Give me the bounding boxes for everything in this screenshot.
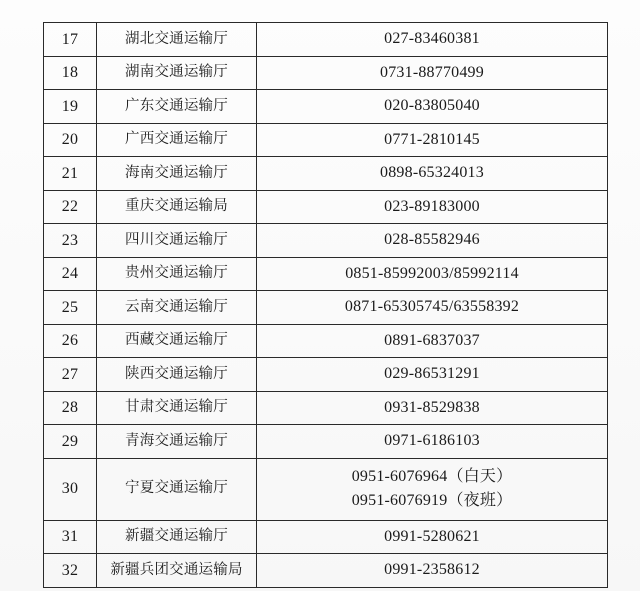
row-number: 19 [44,90,97,124]
table-row [44,458,608,520]
phone-number: 0898-65324013 [380,164,484,182]
row-number: 25 [44,291,97,325]
phone-cell [257,458,608,520]
phone-number: 0851-85992003/85992114 [345,264,519,282]
phone-number: 0771-2810145 [384,130,480,148]
agency-name: 陕西交通运输厅 [97,358,257,392]
row-number: 29 [44,425,97,459]
contact-table [43,22,608,588]
phone-cell [257,157,608,191]
phone-number: 0951-6076919（夜班） [351,492,513,509]
phone-number: 0991-2358612 [384,561,480,579]
phone-cell [257,123,608,157]
phone-number: 0871-65305745/63558392 [344,298,520,316]
phone-number: 027-83460381 [384,30,480,48]
row-number: 22 [44,190,97,224]
row-number: 21 [44,157,97,191]
table-row [44,224,608,258]
agency-name: 湖北交通运输厅 [97,23,257,57]
agency-name: 重庆交通运输局 [97,190,257,224]
agency-name: 广东交通运输厅 [97,90,257,124]
agency-name: 贵州交通运输厅 [97,257,257,291]
row-number: 28 [44,391,97,425]
agency-name: 青海交通运输厅 [97,425,257,459]
table-row [44,257,608,291]
table-row [44,358,608,392]
agency-name: 海南交通运输厅 [97,157,257,191]
table-row [44,554,608,588]
table-row [44,23,608,57]
phone-cell [257,391,608,425]
phone-number: 023-89183000 [384,197,480,215]
phone-number: 0991-5280621 [384,527,480,545]
phone-cell [257,324,608,358]
phone-number: 020-83805040 [384,97,480,115]
row-number: 31 [44,520,97,554]
phone-number: 0971-6186103 [384,432,480,450]
table-row [44,56,608,90]
row-number: 24 [44,257,97,291]
phone-cell [257,554,608,588]
row-number: 27 [44,358,97,392]
table-row [44,123,608,157]
agency-name: 湖南交通运输厅 [97,56,257,90]
table-row [44,90,608,124]
table-row [44,157,608,191]
phone-cell [257,358,608,392]
row-number: 32 [44,554,97,588]
agency-name: 新疆兵团交通运输局 [97,554,257,588]
row-number: 20 [44,123,97,157]
phone-cell [257,190,608,224]
phone-number: 028-85582946 [384,231,480,249]
agency-name: 新疆交通运输厅 [97,520,257,554]
phone-cell [257,425,608,459]
table-row [44,190,608,224]
phone-cell [257,257,608,291]
table-row [44,291,608,325]
agency-name: 西藏交通运输厅 [97,324,257,358]
phone-number: 0931-8529838 [384,398,480,416]
agency-name: 甘肃交通运输厅 [97,391,257,425]
row-number: 30 [44,458,97,520]
agency-name: 宁夏交通运输厅 [97,458,257,520]
row-number: 23 [44,224,97,258]
phone-number: 029-86531291 [384,365,480,383]
phone-cell [257,23,608,57]
phone-number: 0731-88770499 [380,63,484,81]
row-number: 17 [44,23,97,57]
phone-number: 0951-6076964（白天） [351,468,513,485]
table-row [44,391,608,425]
row-number: 26 [44,324,97,358]
phone-cell [257,291,608,325]
table-row [44,324,608,358]
phone-cell [257,520,608,554]
phone-number: 0891-6837037 [384,331,480,349]
table-row [44,520,608,554]
phone-cell [257,90,608,124]
agency-name: 四川交通运输厅 [97,224,257,258]
agency-name: 云南交通运输厅 [97,291,257,325]
row-number: 18 [44,56,97,90]
phone-cell [257,224,608,258]
table-row [44,425,608,459]
agency-name: 广西交通运输厅 [97,123,257,157]
phone-cell [257,56,608,90]
